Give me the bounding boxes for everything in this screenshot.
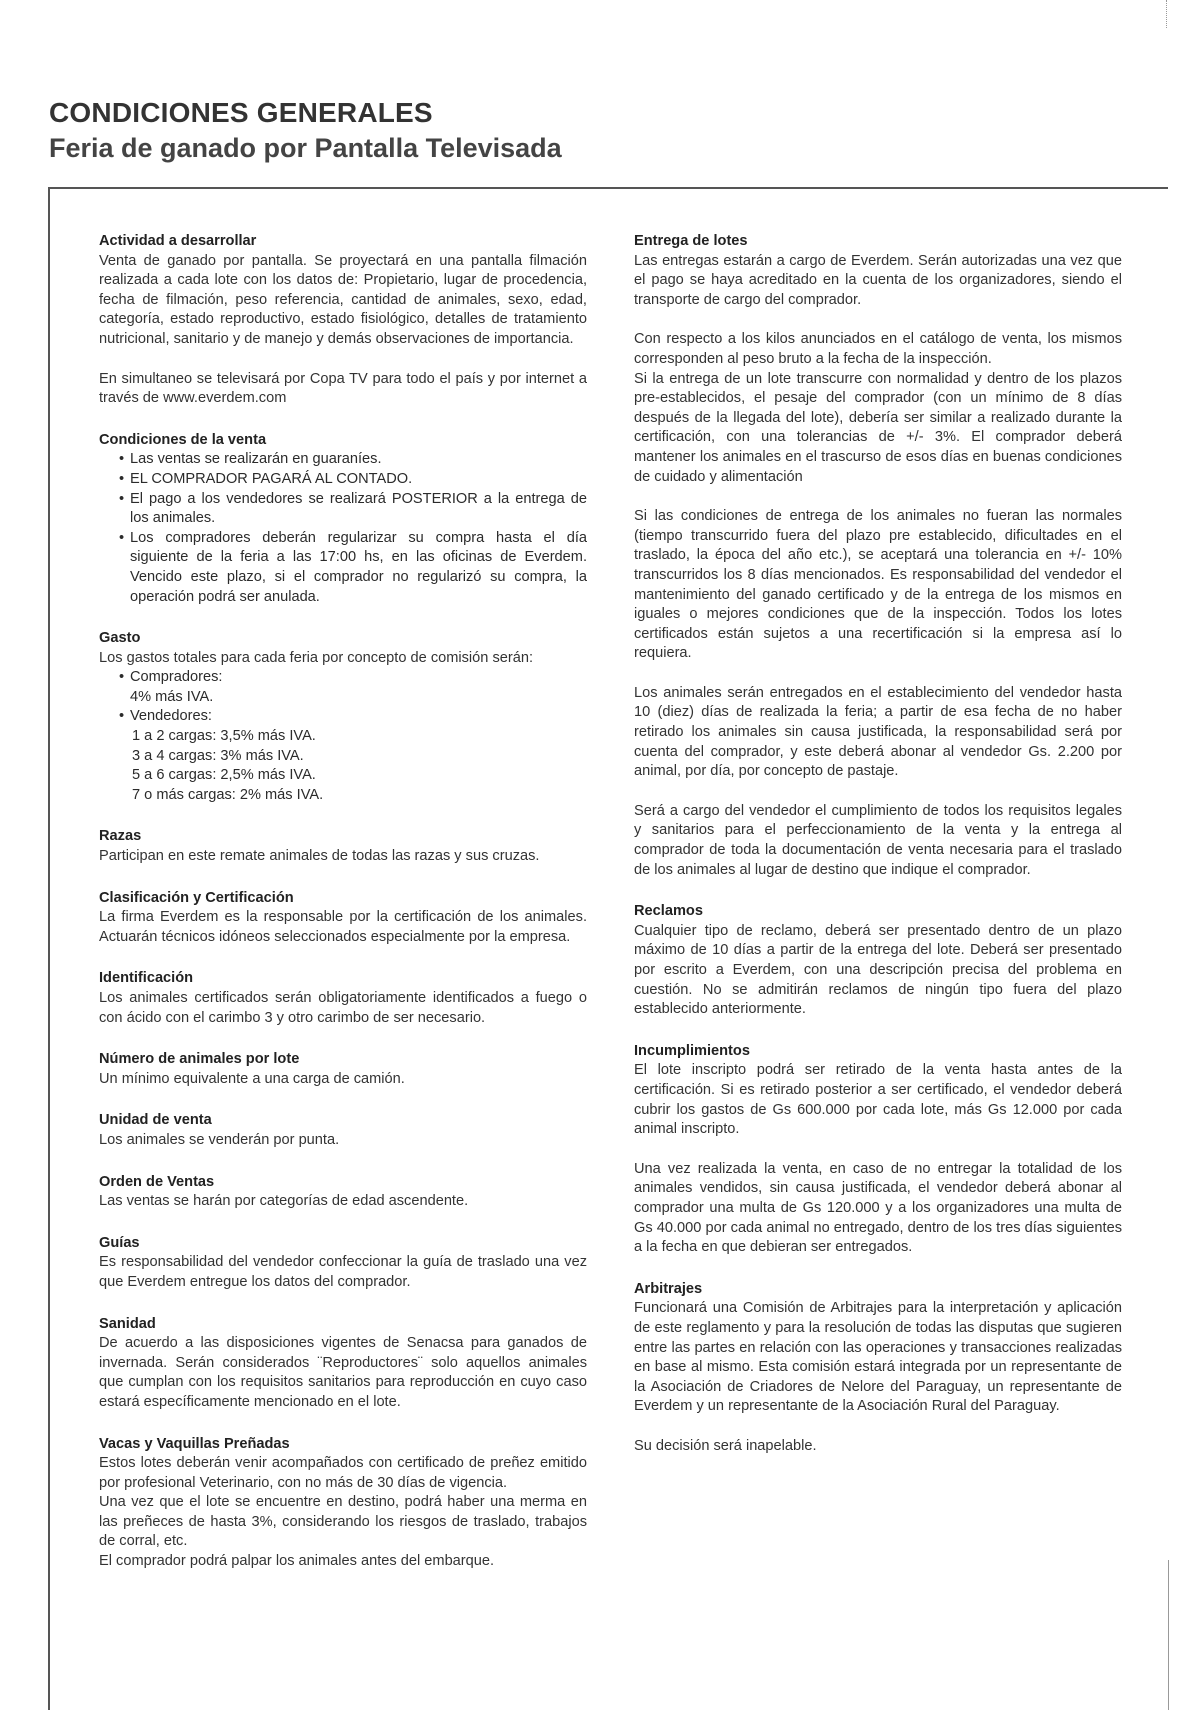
page-subtitle: Feria de ganado por Pantalla Televisada: [49, 133, 562, 163]
section-title: Unidad de venta: [99, 1112, 212, 1129]
section-paragraph: En simultaneo se televisará por Copa TV para todo el país y por internet a través de www.everdem.com: [99, 370, 587, 407]
bullet-list: [99, 668, 587, 688]
frame-left-rule: [48, 187, 50, 1710]
section-paragraph: De acuerdo a las disposiciones vigentes de Senacsa para ganados de invernada. Serán considerados ¨Reproductores¨ solo aquellos animales que cumplan con los requisitos sanitarios para reproducción en cuyo caso estará específicamente mencionado en el lote.: [99, 1335, 587, 1410]
section-title: Condiciones de la venta: [99, 431, 267, 448]
section-title: Número de animales por lote: [99, 1051, 300, 1068]
section-guias: [99, 1234, 587, 1293]
section-paragraph: Es responsabilidad del vendedor confeccionar la guía de traslado una vez que Everdem entregue los datos del comprador.: [99, 1254, 587, 1290]
section-paragraph: Estos lotes deberán venir acompañados con certificado de preñez emitido por profesional Veterinario, con no más de 30 días de vigencia.: [99, 1455, 587, 1491]
section-paragraph: El comprador podrá palpar los animales antes del embarque.: [99, 1553, 495, 1570]
section-title: Guías: [99, 1234, 140, 1251]
section-title: Gasto: [99, 630, 141, 647]
page-corner-mark: [1166, 0, 1167, 28]
frame-top-rule: [48, 187, 1168, 189]
section-actividad: [99, 232, 587, 409]
section-clasificacion: [99, 889, 587, 948]
section-paragraph: Los animales certificados serán obligatoriamente identificados a fuego o con ácido con el carimbo 3 y otro carimbo de ser necesario.: [99, 990, 587, 1026]
section-paragraph: Los animales se venderán por punta.: [99, 1131, 340, 1148]
gasto-vendedores-row: 1 a 2 cargas: 3,5% más IVA.: [132, 728, 316, 745]
section-paragraph: Si las condiciones de entrega de los animales no fueran las normales (tiempo transcurrido fuera del plazo pre establecido, dificultades en el traslado, la época del año etc.), se aceptará una tolerancia en +/- 10% transcurridos los 8 días mencionados. Es responsabilidad del vendedor el mantenimiento del ganado certificado y de la entrega de los mismos en iguales o mejores condiciones que de la inspección. Todos los lotes certificados están sujetos a una recertificación si la empresa así lo requiera.: [634, 508, 1122, 662]
list-item: • Las ventas se realizarán en guaraníes.: [130, 450, 587, 470]
section-paragraph: Las entregas estarán a cargo de Everdem. Serán autorizadas una vez que el pago se haya acreditado en la cuenta de los organizadores, siendo el transporte de cargo del comprador.: [634, 252, 1122, 308]
section-paragraph: Una vez realizada la venta, en caso de no entregar la totalidad de los animales vendidos, sin causa justificada, el vendedor deberá abonar al comprador una multa de Gs 120.000 y a los organizadores una multa de Gs 40.000 por cada animal no entregado, dentro de los tres días siguientes a la fecha en que debieran ser entregados.: [634, 1160, 1122, 1256]
section-arbitrajes: [634, 1280, 1122, 1457]
section-paragraph: Los animales serán entregados en el establecimiento del vendedor hasta 10 (diez) días de realizada la feria; a partir de esa fecha de no haber retirado los animales sin causa justificada, la responsabilidad será por cuenta del comprador, y este deberá abonar al vendedor Gs. 2.200 por animal, por día, por concepto de pastaje.: [634, 684, 1122, 780]
section-paragraph: Los gastos totales para cada feria por concepto de comisión serán:: [99, 649, 534, 666]
section-razas: [99, 827, 587, 866]
section-gasto: [99, 629, 587, 805]
section-title: Reclamos: [634, 903, 703, 920]
section-title: Sanidad: [99, 1315, 156, 1332]
section-title: Actividad a desarrollar: [99, 233, 257, 249]
section-identificacion: [99, 969, 587, 1028]
section-paragraph: Si la entrega de un lote transcurre con normalidad y dentro de los plazos pre-establecidos, el pesaje del comprador (con un mínimo de 8 días después de la llegada del lote), debería ser similar a realizado durante la certificación, con una tolerancias de +/- 3%. El comprador deberá mantener los animales en el trascurso de esos días en buenas condiciones de cuidado y alimentación: [634, 370, 1122, 485]
section-paragraph: Con respecto a los kilos anunciados en el catálogo de venta, los mismos corresponden al peso bruto a la fecha de la inspección.: [634, 331, 1122, 367]
section-paragraph: Un mínimo equivalente a una carga de camión.: [99, 1070, 405, 1087]
section-title: Arbitrajes: [634, 1280, 703, 1297]
bullet-list: [99, 707, 587, 727]
list-item: • El pago a los vendedores se realizará POSTERIOR a la entrega de los animales.: [130, 490, 587, 529]
bullet-list: [99, 450, 587, 607]
section-paragraph: Funcionará una Comisión de Arbitrajes para la interpretación y aplicación de este reglamento y para la resolución de todas las disputas que sugieren entre las partes en relación con las operaciones y transacciones realizadas en base al mismo. Esta comisión estará integrada por un representante de la Asociación de Criadores de Nelore del Paraguay, un representante de Everdem y un representante de la Asociación Rural del Paraguay.: [634, 1300, 1122, 1415]
section-condiciones: [99, 431, 587, 607]
section-title: Orden de Ventas: [99, 1173, 215, 1190]
list-item: • Compradores:: [130, 668, 587, 688]
section-title: Incumplimientos: [634, 1042, 750, 1059]
section-paragraph: Cualquier tipo de reclamo, deberá ser presentado dentro de un plazo máximo de 10 días a partir de la entrega del lote. Deberá ser presentado por escrito a Everdem, con una descripción precisa del problema en cuestión. No se admitirán reclamos de ningún tipo fuera del plazo establecido anteriormente.: [634, 922, 1122, 1018]
section-vacas: [99, 1435, 587, 1572]
frame-right-rule: [1168, 1560, 1169, 1710]
section-title: Razas: [99, 828, 142, 845]
section-paragraph: El lote inscripto podrá ser retirado de la venta hasta antes de la certificación. Si es retirado posterior a ser certificado, el vendedor deberá cubrir los gastos de Gs 600.000 por cada lote, más Gs 12.000 por cada animal inscripto.: [634, 1062, 1122, 1138]
section-entrega: [634, 232, 1122, 880]
gasto-vendedores-row: 3 a 4 cargas: 3% más IVA.: [132, 747, 304, 764]
left-column: [99, 232, 587, 1594]
section-paragraph: Será a cargo del vendedor el cumplimiento de todos los requisitos legales y sanitarios para el perfeccionamiento de la venta y la entrega al comprador de toda la documentación de venta necesaria para el traslado de los animales al lugar de destino que indique el comprador.: [634, 802, 1122, 878]
gasto-vendedores-row: 7 o más cargas: 2% más IVA.: [132, 786, 324, 803]
page-header: [49, 96, 562, 166]
section-orden: [99, 1173, 587, 1212]
section-incumplimientos: [634, 1042, 1122, 1258]
section-paragraph: Participan en este remate animales de todas las razas y sus cruzas.: [99, 848, 540, 865]
list-item: • Vendedores:: [130, 707, 587, 727]
section-paragraph: La firma Everdem es la responsable por la certificación de los animales. Actuarán técnicos idóneos seleccionados especialmente por la empresa.: [99, 909, 587, 945]
section-paragraph: Una vez que el lote se encuentre en destino, podrá haber una merma en las preñeces de hasta 3%, considerando los riesgos de traslado, trabajos de corral, etc.: [99, 1494, 587, 1550]
section-title: Entrega de lotes: [634, 233, 748, 249]
section-unidad: [99, 1111, 587, 1150]
section-reclamos: [634, 902, 1122, 1020]
section-title: Clasificación y Certificación: [99, 889, 294, 906]
page-title: CONDICIONES GENERALES: [49, 97, 433, 128]
gasto-vendedores-row: 5 a 6 cargas: 2,5% más IVA.: [132, 767, 316, 784]
list-item: • EL COMPRADOR PAGARÁ AL CONTADO.: [130, 470, 587, 490]
section-paragraph: Venta de ganado por pantalla. Se proyectará en una pantalla filmación realizada a cada lote con los datos de: Propietario, lugar de procedencia, fecha de filmación, peso referencia, cantidad de animales, sexo, edad, categoría, estado reproductivo, estado fisiológico, detalles de tratamiento nutricional, sanitario y de manejo y demás observaciones de importancia.: [99, 252, 587, 347]
section-title: Vacas y Vaquillas Preñadas: [99, 1435, 290, 1452]
section-numero: [99, 1050, 587, 1089]
section-sanidad: [99, 1315, 587, 1413]
section-title: Identificación: [99, 970, 194, 987]
list-item: • Los compradores deberán regularizar su compra hasta el día siguiente de la feria a las 17:00 hs, en las oficinas de Everdem. Vencido este plazo, si el comprador no regularizó su compra, la operación podrá ser anulada.: [130, 529, 587, 607]
right-column: [634, 232, 1122, 1478]
section-paragraph: Su decisión será inapelable.: [634, 1437, 817, 1454]
section-paragraph: Las ventas se harán por categorías de edad ascendente.: [99, 1193, 469, 1210]
gasto-compradores-value: 4% más IVA.: [130, 688, 214, 705]
